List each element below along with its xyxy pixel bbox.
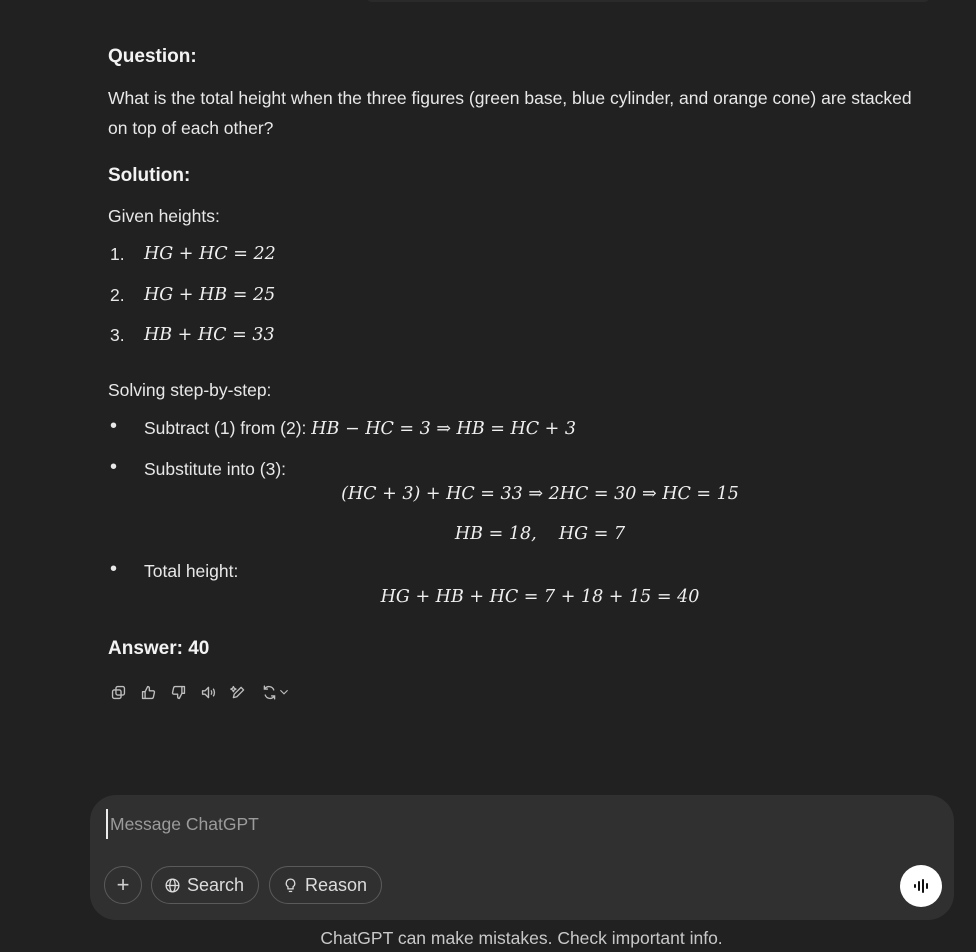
disclaimer: ChatGPT can make mistakes. Check important info. — [320, 928, 723, 948]
step-math: HB − HC = 3 ⇒ HB = HC + 3 — [311, 419, 577, 439]
step-text: Subtract (1) from (2): — [144, 418, 307, 438]
display-equation: (HC + 3) + HC = 33 ⇒ 2HC = 30 ⇒ HC = 15 — [341, 484, 739, 504]
previous-message-bubble — [366, 0, 930, 2]
search-label: Search — [187, 874, 245, 895]
list-number: 2. — [110, 285, 125, 305]
list-number: 1. — [110, 244, 125, 264]
bullet: • — [110, 456, 118, 478]
given-label: Given heights: — [108, 206, 220, 226]
search-button[interactable] — [151, 866, 259, 904]
voice-mode-button[interactable] — [900, 865, 942, 907]
speaker-icon[interactable] — [198, 682, 218, 702]
copy-icon[interactable] — [108, 682, 128, 702]
bullet: • — [110, 558, 118, 580]
thumbs-up-icon[interactable] — [138, 682, 158, 702]
step-text: Total height: — [144, 561, 239, 581]
solution-heading: Solution: — [108, 165, 191, 186]
bullet: • — [110, 415, 118, 437]
reason-label: Reason — [305, 874, 368, 895]
reason-button[interactable] — [269, 866, 382, 904]
answer: Answer: 40 — [108, 638, 210, 659]
lightbulb-icon — [282, 877, 299, 894]
question-text: What is the total height when the three figures (green base, blue cylinder, and orange cone) are stacked on top of each other? — [108, 88, 912, 138]
equation: HB + HC = 33 — [144, 325, 275, 345]
voice-waveform-icon — [911, 876, 931, 896]
message-composer — [90, 795, 954, 920]
display-equation: HB = 18, HG = 7 — [454, 524, 626, 544]
thumbs-down-icon[interactable] — [168, 682, 188, 702]
message-input[interactable] — [106, 809, 892, 839]
chevron-down-icon[interactable] — [278, 686, 290, 698]
globe-icon — [164, 877, 181, 894]
add-attachment-button[interactable]: + — [104, 866, 142, 904]
steps-label: Solving step-by-step: — [108, 380, 272, 400]
step-text: Substitute into (3): — [144, 459, 287, 479]
list-number: 3. — [110, 325, 125, 345]
message-actions — [108, 682, 292, 702]
question-heading: Question: — [108, 46, 197, 67]
regenerate-icon[interactable] — [258, 682, 292, 702]
display-equation: HG + HB + HC = 7 + 18 + 15 = 40 — [380, 587, 700, 607]
equation: HG + HB = 25 — [144, 285, 276, 305]
edit-icon[interactable] — [228, 682, 248, 702]
equation: HG + HC = 22 — [144, 244, 276, 264]
